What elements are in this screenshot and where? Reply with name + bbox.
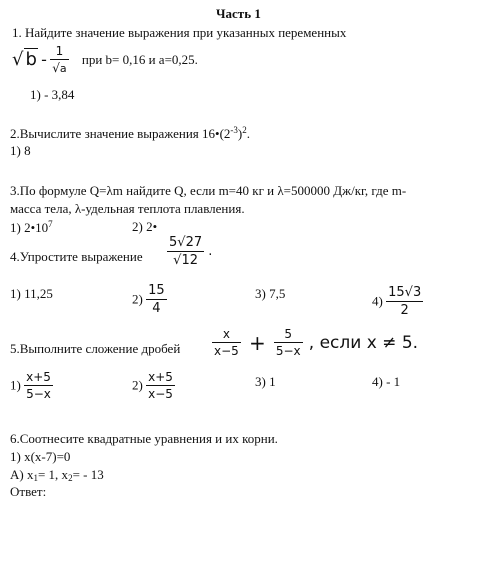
fraction-x-over-x-minus-5 [212, 327, 241, 358]
fraction-2-numerator: 5 [284, 327, 293, 341]
question-1-expression [12, 44, 198, 78]
fraction-1-denominator: x−5 [214, 344, 239, 358]
question-2-close-paren: ) [237, 126, 243, 141]
question-4-answer-2 [132, 283, 167, 316]
fraction-2-denominator: 5−x [275, 344, 301, 358]
answer-2-numerator: x+5 [148, 370, 173, 384]
sqrt-b: √ b [12, 49, 37, 70]
answer-4-radicand: 3 [412, 285, 422, 300]
answer-1-exponent: 7 [48, 219, 53, 229]
question-4-answer-3: 3) 7,5 [255, 286, 286, 301]
minus-sign: - [41, 50, 47, 69]
denominator-radicand: 12 [181, 253, 198, 268]
question-6-equation-1: 1) x(x-7)=0 [10, 449, 71, 464]
question-5-text: 5.Выполните сложение дробей [10, 341, 181, 356]
fraction-denominator: √a [52, 61, 67, 75]
option-a-middle: = 1, x [37, 467, 69, 482]
answer-4-coefficient: 15 [388, 285, 405, 300]
question-5-answer-2 [132, 370, 175, 401]
question-5-answer-1 [10, 370, 53, 401]
answer-2-fraction [146, 283, 167, 316]
question-3-answer-2: 2) 2• [132, 219, 158, 234]
question-5-answer-3: 3) 1 [255, 374, 276, 389]
question-2-period: . [246, 126, 250, 141]
answer-4-denominator: 2 [386, 301, 423, 318]
question-4-answer-4 [372, 285, 423, 318]
option-a-subscript-2: 2 [68, 473, 73, 483]
question-3-line-1: 3.По формуле Q=λm найдите Q, если m=40 кг и λ=500000 Дж/кг, где m- [10, 183, 407, 198]
fraction-one-over-sqrt-a [50, 44, 68, 75]
answer-4-label: 4) [372, 293, 383, 309]
question-6-option-a [10, 467, 104, 483]
question-2-main: 2.Вычислите значение выражения 16•(2 [10, 126, 231, 141]
question-2-text [10, 125, 250, 142]
fraction-numerator: 1 [55, 44, 64, 58]
option-a-end: = - 13 [72, 467, 104, 482]
question-3-answer-1 [10, 219, 53, 236]
question-1-text: 1. Найдите значение выражения при указанных переменных [12, 25, 347, 40]
question-4-answer-1: 1) 11,25 [10, 286, 53, 301]
question-1-condition: при b= 0,16 и а=0,25. [81, 51, 198, 67]
fraction-5-over-5-minus-x [274, 327, 303, 358]
sqrt-b-radicand: b [25, 49, 37, 70]
answer-2-denominator: x−5 [148, 387, 173, 401]
question-4-period: . [208, 244, 213, 259]
answer-2-label: 2) [132, 291, 143, 307]
question-5-answer-4: 4) - 1 [372, 374, 401, 389]
numerator-coefficient: 5 [169, 235, 178, 250]
answer-2-label: 2) [132, 377, 143, 393]
answer-1-base: 1) 2•10 [10, 220, 49, 235]
answer-label: Ответ: [10, 484, 47, 499]
option-a-prefix: А) x [10, 467, 34, 482]
answer-4-fraction [386, 285, 423, 318]
plus-sign: + [248, 330, 266, 355]
answer-1-denominator: 5−x [26, 387, 51, 401]
answer-2-numerator: 15 [148, 283, 165, 298]
question-5-expression [212, 327, 418, 358]
answer-1-fraction [24, 370, 53, 401]
answer-2-fraction [146, 370, 175, 401]
answer-1-label: 1) [10, 377, 21, 393]
question-2-exponent-1: -3 [230, 125, 238, 135]
question-4-numerator: 5√27 [169, 235, 203, 250]
question-4-expression [167, 235, 204, 268]
fraction-1-numerator: x [222, 327, 230, 341]
question-4-denominator: √12 [167, 251, 204, 268]
question-4-fraction [167, 235, 212, 268]
question-2-answer: 1) 8 [10, 143, 31, 158]
question-1-answer: 1) - 3,84 [30, 87, 75, 102]
question-4-text: 4.Упростите выражение [10, 249, 143, 264]
question-6-text: 6.Соотнесите квадратные уравнения и их корни. [10, 431, 278, 446]
question-5-condition: , если x ≠ 5. [308, 332, 419, 353]
answer-1-numerator: x+5 [26, 370, 51, 384]
option-a-subscript-1: 1 [33, 473, 38, 483]
sqrt-a-radicand: a [59, 62, 67, 75]
question-3-line-2: масса тела, λ-удельная теплота плавления. [10, 201, 245, 216]
question-2-exponent-2: 2 [242, 125, 247, 135]
numerator-radicand: 27 [185, 235, 203, 250]
answer-2-denominator: 4 [146, 299, 167, 316]
page-title: Часть 1 [216, 6, 261, 21]
answer-4-numerator: 15√3 [388, 285, 422, 300]
